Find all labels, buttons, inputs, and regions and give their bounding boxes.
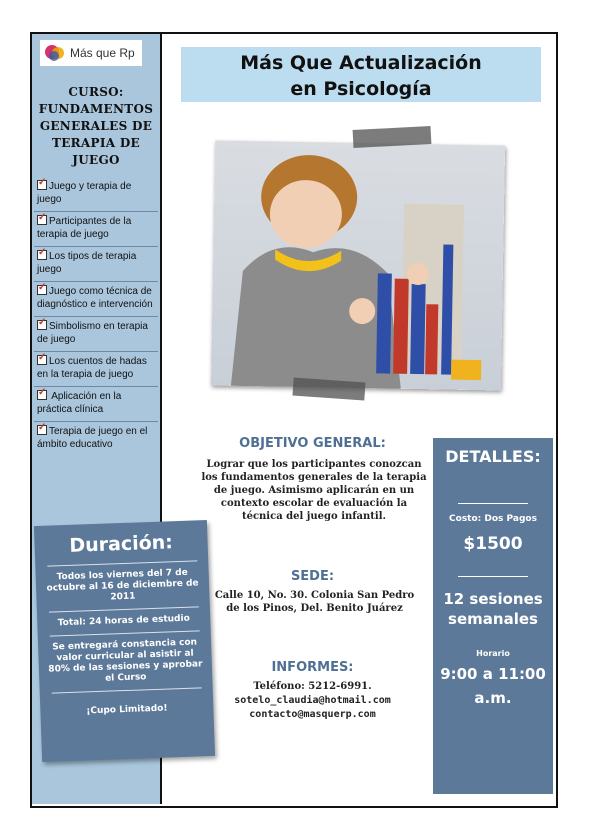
topic-label: Aplicación en la práctica clínica <box>37 391 122 415</box>
divider <box>47 560 197 566</box>
topic-label: Los cuentos de hadas en la terapia de juego <box>37 356 147 380</box>
topic-label: Juego y terapia de juego <box>37 181 132 205</box>
logo-icon <box>44 43 66 63</box>
list-item <box>34 386 158 421</box>
page-title <box>181 47 541 102</box>
checkbox-icon <box>37 390 47 400</box>
title-line: en Psicología <box>290 78 432 100</box>
list-item <box>34 421 158 456</box>
contact-email: sotelo_claudia@hotmail.com <box>234 695 391 706</box>
duration-dates: Todos los viernes del 7 de octubre al 16 de diciembre de 2011 <box>46 567 199 603</box>
divider <box>51 687 201 693</box>
course-title <box>35 84 157 169</box>
objective-text: Lograr que los participantes conozcan los fundamentos generales de la terapia de juego. Asimismo aplicarán en un contexto escolar de evaluación la técnica del juego infantil. <box>201 459 427 522</box>
topic-label: Los tipos de terapia juego <box>37 251 137 275</box>
checkbox-icon <box>37 285 47 295</box>
course-title-line: CURSO: <box>68 85 124 99</box>
checkbox-icon <box>37 250 47 260</box>
objective-heading: OBJETIVO GENERAL: <box>239 436 386 451</box>
duration-limited: ¡Cupo Limitado! <box>86 703 168 717</box>
topic-label: Juego como técnica de diagnóstico e intervención <box>37 286 153 310</box>
details-panel <box>433 438 553 794</box>
course-title-line: TERAPIA DE <box>51 136 141 150</box>
contact-email: contacto@masquerp.com <box>249 709 376 720</box>
checkbox-icon <box>37 425 47 435</box>
divider <box>49 630 199 636</box>
details-cost: Costo: Dos Pagos <box>449 514 537 524</box>
duration-total: Total: 24 horas de estudio <box>57 613 190 629</box>
details-sessions: 12 sesiones semanales <box>443 590 543 628</box>
checkbox-icon <box>37 320 47 330</box>
course-title-line: GENERALES DE <box>39 119 153 133</box>
topic-label: Simbolismo en terapia de juego <box>37 321 148 345</box>
checkbox-icon <box>37 180 47 190</box>
divider <box>48 606 198 612</box>
checkbox-icon <box>37 355 47 365</box>
course-title-line: JUEGO <box>72 153 120 167</box>
checkbox-icon <box>37 215 47 225</box>
duration-title: Duración: <box>69 531 174 557</box>
list-item <box>34 281 158 316</box>
duration-card <box>34 520 215 762</box>
contact-phone: Teléfono: 5212-6991. <box>253 681 372 692</box>
details-schedule-label: Horario <box>476 649 510 658</box>
logo <box>40 40 142 66</box>
course-title-line: FUNDAMENTOS <box>38 102 154 116</box>
topic-label: Participantes de la terapia de juego <box>37 216 132 240</box>
divider <box>458 503 528 504</box>
title-line: Más Que Actualización <box>240 52 482 74</box>
list-item <box>34 177 158 211</box>
duration-certificate: Se entregará constancia con valor curricular al asistir al 80% de las sesiones y aprobar el Curso <box>48 637 203 684</box>
details-price: $1500 <box>463 534 523 554</box>
topic-label: Terapia de juego en el ámbito educativo <box>37 426 148 450</box>
details-heading: DETALLES: <box>445 447 541 466</box>
logo-text: Más que Rp <box>70 46 135 60</box>
location-heading: SEDE: <box>290 569 335 584</box>
list-item <box>34 246 158 281</box>
location-text: Calle 10, No. 30. Colonia San Pedro de los Pinos, Del. Benito Juárez <box>214 590 415 614</box>
details-schedule: 9:00 a 11:00 a.m. <box>440 665 546 707</box>
child-photo <box>211 140 505 390</box>
list-item <box>34 211 158 246</box>
contact-heading: INFORMES: <box>271 660 354 675</box>
list-item <box>34 316 158 351</box>
divider <box>458 576 528 577</box>
topic-list <box>34 177 158 456</box>
list-item <box>34 351 158 386</box>
